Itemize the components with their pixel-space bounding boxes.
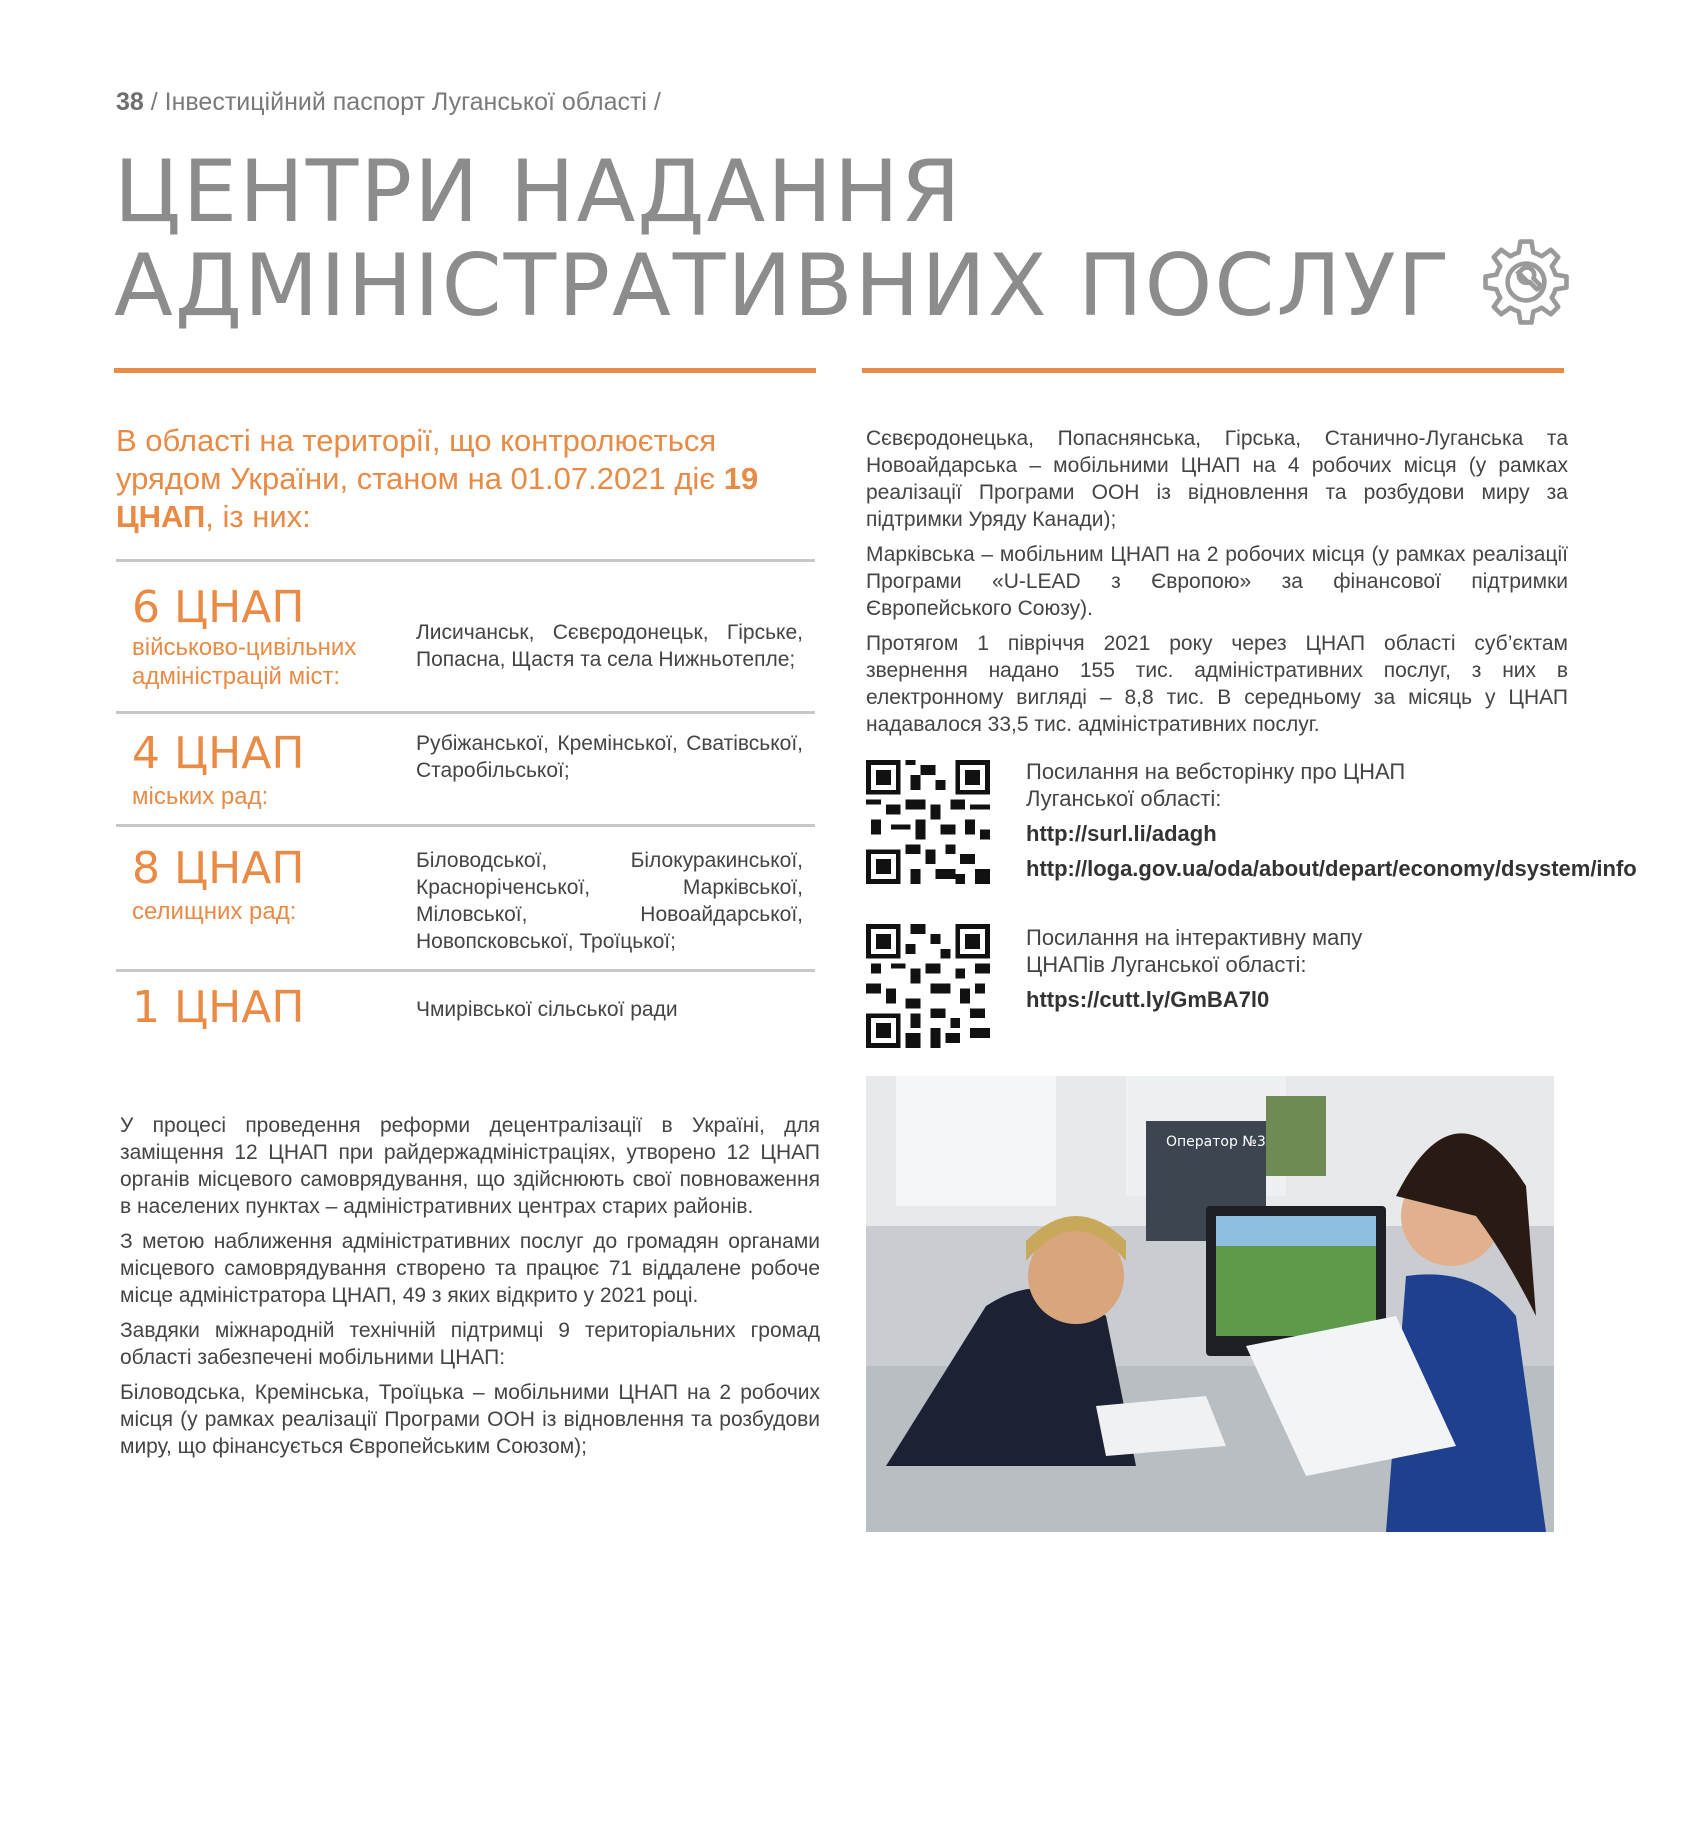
table-row (116, 969, 815, 1042)
table-row (116, 711, 815, 824)
intro-after: , із них: (205, 499, 311, 534)
paragraph: Завдяки міжнародній технічній підтримці 9 територіальних громад області забезпечені мобільними ЦНАП: (120, 1319, 820, 1369)
table-row (116, 824, 815, 969)
row-label: селищних рад: (132, 898, 297, 925)
photo-illustration (866, 1076, 1554, 1532)
paragraph: Біловодська, Кремінська, Троїцька – мобільними ЦНАП на 2 робочих місця (у рамках реалізації Програми ООН із відновлення та розбудови миру, що фінансується Європейським Союзом); (120, 1381, 820, 1458)
paragraph: У процесі проведення реформи децентралізації в Україні, для заміщення 12 ЦНАП при райдержадміністраціях, утворено 12 ЦНАП органів місцевого самоврядування, що здійснюють свої повноваження в населених пунктах – адміністративних центрах старих районів. (120, 1114, 820, 1218)
row-label: міських рад: (132, 783, 269, 810)
link-url[interactable]: http://surl.li/adagh (1026, 821, 1217, 846)
office-photo (866, 1076, 1554, 1532)
row-count: 8 ЦНАП (132, 843, 305, 894)
row-count: 4 ЦНАП (132, 728, 305, 779)
page-title (114, 142, 1452, 336)
row-desc: Лисичанськ, Сєвєродонецьк, Гірське, Попасна, Щастя та села Нижньотепле; (416, 621, 803, 671)
row-label: військово-цивільних адміністрацій міст: (132, 634, 357, 690)
qr-code-icon[interactable] (866, 924, 990, 1048)
operator-sign: Оператор №3 (1166, 1134, 1266, 1150)
link-caption: Посилання на вебсторінку про ЦНАП Луганської області: (1026, 759, 1406, 811)
paragraph: Марківська – мобільним ЦНАП на 2 робочих місця (у рамках реалізації Програми «U-LEAD з Європою» за фінансової підтримки Європейського Союзу). (866, 543, 1568, 620)
row-desc: Чмирівської сільської ради (416, 998, 678, 1021)
row-desc: Біловодської, Білокуракинської, Краснорiченської, Марківської, Міловської, Новоайдарської, Новопсковської, Троїцької; (416, 849, 803, 953)
link-url[interactable]: https://cutt.ly/GmBA7l0 (1026, 987, 1270, 1012)
paragraph: З метою наближення адміністративних послуг до громадян органами місцевого самоврядування створено та працює 71 віддалене робоче місце адміністратора ЦНАП, 49 з яких відкрито у 2021 році. (120, 1230, 820, 1307)
cnap-table (116, 559, 815, 1042)
row-count: 6 ЦНАП (132, 582, 305, 633)
right-body-text (866, 425, 1568, 746)
intro-text (116, 422, 816, 536)
running-title: / Інвестиційний паспорт Луганської області / (150, 88, 661, 116)
title-line-1: ЦЕНТРИ НАДАННЯ (114, 142, 963, 242)
row-desc: Рубіжанської, Кремінської, Сватівської, Старобільської; (416, 732, 803, 782)
intro-highlight: 19 ЦНАП (116, 461, 759, 534)
link-block-map (1026, 924, 1446, 1013)
gear-wrench-icon (1480, 236, 1572, 328)
page-number: 38 (116, 88, 144, 116)
row-count: 1 ЦНАП (132, 982, 305, 1033)
title-line-2: АДМІНІСТРАТИВНИХ ПОСЛУГ (114, 236, 1452, 336)
divider-left (114, 368, 816, 373)
divider-right (862, 368, 1564, 373)
paragraph: Протягом 1 півріччя 2021 року через ЦНАП області суб’єктам звернення надано 155 тис. адміністративних послуг, з них в електронному вигляді – 8,8 тис. В середньому за місяць у ЦНАП надавалося 33,5 тис. адміністративних послуг. (866, 632, 1568, 736)
qr-code-icon[interactable] (866, 760, 990, 884)
intro-before: В області на території, що контролюється урядом України, станом на 01.07.2021 діє (116, 423, 717, 496)
running-header (116, 88, 661, 117)
table-row (116, 559, 815, 711)
link-caption: Посилання на інтерактивну мапу ЦНАПів Луганської області: (1026, 925, 1363, 977)
left-body-text (120, 1112, 820, 1468)
link-url[interactable]: http://loga.gov.ua/oda/about/depart/economy/dsystem/info (1026, 856, 1637, 881)
link-block-website (1026, 758, 1637, 882)
paragraph: Сєвєродонецька, Попаснянська, Гірська, Станично-Луганська та Новоайдарська – мобільними ЦНАП на 4 робочих місця (у рамках реалізації Програми ООН із відновлення та розбудови миру за підтримки Уряду Канади); (866, 427, 1568, 531)
